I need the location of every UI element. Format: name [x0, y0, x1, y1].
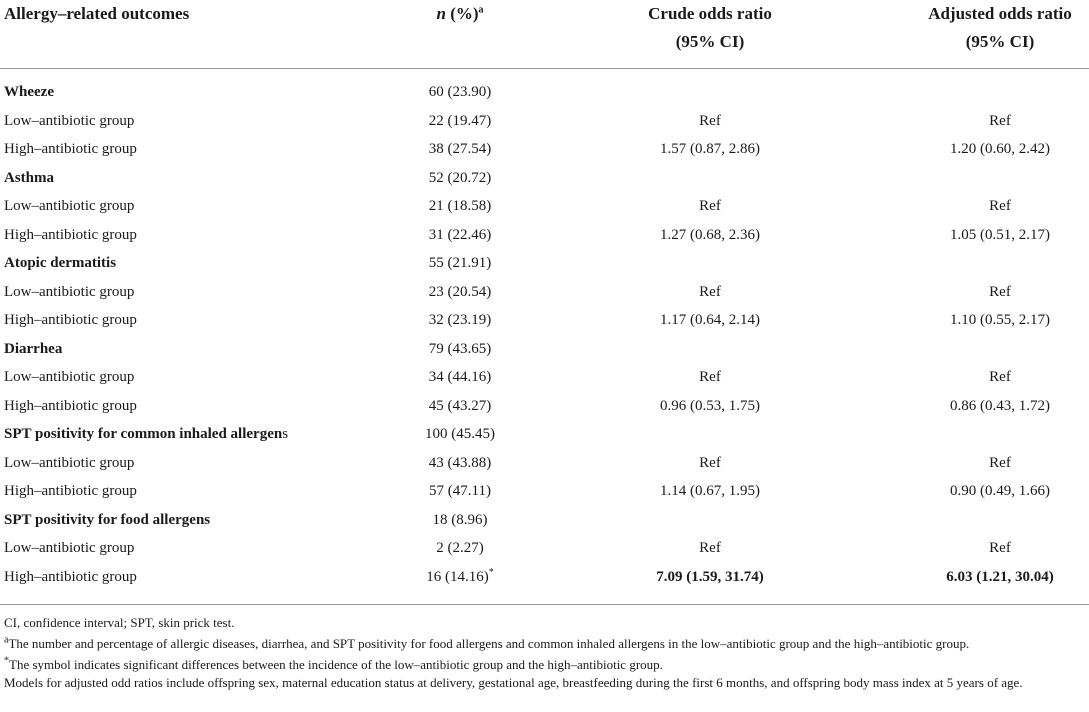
- row-crude-or: 1.14 (0.67, 1.95): [660, 483, 760, 499]
- row-label: Atopic dermatitis: [4, 255, 117, 271]
- footnote-a: [4, 633, 1087, 654]
- header-n-rest: (%): [445, 4, 479, 23]
- row-adjusted-or: Ref: [989, 369, 1011, 385]
- row-n: 31 (22.46): [428, 226, 492, 243]
- row-crude-or: 1.27 (0.68, 2.36): [660, 226, 760, 243]
- row-crude-or: 7.09 (1.59, 31.74): [656, 568, 764, 585]
- row-crude-or: 1.17 (0.64, 2.14): [660, 312, 760, 328]
- table-row: [0, 107, 1089, 135]
- row-label-bold: SPT positivity for common inhaled allergen: [4, 426, 283, 442]
- table-row: [0, 78, 1089, 106]
- row-n: 2 (2.27): [436, 540, 484, 556]
- row-crude-or: Ref: [699, 283, 721, 300]
- table-row: [0, 278, 1089, 306]
- row-adjusted-or: 6.03 (1.21, 30.04): [946, 568, 1054, 585]
- table-row: [0, 135, 1089, 163]
- table-row: [0, 335, 1089, 363]
- table-row: [0, 477, 1089, 505]
- header-outcome: Allergy–related outcomes: [4, 4, 190, 23]
- header-crude-line2: (95% CI): [675, 32, 745, 51]
- row-label: High–antibiotic group: [4, 568, 137, 585]
- header-adjusted-line1: Adjusted odds ratio: [928, 4, 1072, 23]
- row-crude-or: 0.96 (0.53, 1.75): [660, 397, 760, 414]
- row-label: Low–antibiotic group: [4, 283, 135, 300]
- row-crude-or: Ref: [699, 112, 721, 129]
- table-row: [0, 420, 1089, 448]
- footnote-star-sup: *: [4, 655, 9, 667]
- row-adjusted-or: Ref: [989, 283, 1011, 300]
- row-label: Wheeze: [4, 84, 54, 100]
- row-adjusted-or: 0.86 (0.43, 1.72): [950, 397, 1050, 414]
- header-n-italic: n: [436, 4, 446, 23]
- row-adjusted-or: Ref: [989, 540, 1011, 556]
- row-n: 32 (23.19): [428, 312, 492, 328]
- table-row: [0, 192, 1089, 220]
- row-n: 79 (43.65): [428, 340, 492, 357]
- table-row: [0, 563, 1089, 591]
- footnote-models: Models for adjusted odd ratios include offspring sex, maternal education status at delivery, gestational age, breastfeeding during the first 6 months, and offspring body mass index at 5 years of age.: [4, 675, 1023, 690]
- row-n: [380, 563, 540, 591]
- footnote-abbreviations: CI, confidence interval; SPT, skin prick test.: [4, 615, 235, 630]
- table-row: [0, 221, 1089, 249]
- row-label: High–antibiotic group: [4, 141, 137, 157]
- row-n-value: 16 (14.16): [426, 568, 489, 585]
- row-label: [4, 420, 288, 448]
- row-crude-or: Ref: [699, 454, 721, 471]
- table-row: [0, 306, 1089, 334]
- row-label: Low–antibiotic group: [4, 112, 135, 129]
- table-row: [0, 249, 1089, 277]
- header-divider: [0, 68, 1089, 69]
- row-label: Low–antibiotic group: [4, 540, 135, 556]
- row-n: 22 (19.47): [428, 112, 492, 129]
- header-crude-line1: Crude odds ratio: [648, 4, 772, 23]
- row-adjusted-or: Ref: [989, 112, 1011, 129]
- significance-marker: *: [488, 566, 494, 578]
- table-row: [0, 363, 1089, 391]
- header-adjusted-line2: (95% CI): [965, 32, 1035, 51]
- row-adjusted-or: 1.20 (0.60, 2.42): [950, 141, 1050, 157]
- row-label: Low–antibiotic group: [4, 454, 135, 471]
- row-n: 38 (27.54): [428, 141, 492, 157]
- row-adjusted-or: Ref: [989, 454, 1011, 471]
- row-label: Asthma: [4, 169, 55, 186]
- table-row: [0, 392, 1089, 420]
- row-label: Diarrhea: [4, 340, 63, 357]
- row-n: 18 (8.96): [432, 511, 488, 528]
- header-n-sup: a: [478, 4, 484, 16]
- row-label: Low–antibiotic group: [4, 369, 135, 385]
- row-n: 100 (45.45): [425, 426, 495, 442]
- row-n: 60 (23.90): [428, 84, 492, 100]
- row-label: High–antibiotic group: [4, 483, 137, 499]
- row-label-tail: s: [282, 426, 289, 442]
- table-row: [0, 506, 1089, 534]
- row-n: 34 (44.16): [428, 369, 492, 385]
- row-n: 45 (43.27): [428, 397, 492, 414]
- row-n: 52 (20.72): [428, 169, 492, 186]
- row-adjusted-or: 0.90 (0.49, 1.66): [950, 483, 1050, 499]
- table-row: [0, 164, 1089, 192]
- row-adjusted-or: Ref: [989, 198, 1011, 214]
- row-n: 23 (20.54): [428, 283, 492, 300]
- header-n: [380, 0, 540, 28]
- row-label: High–antibiotic group: [4, 397, 137, 414]
- row-label: SPT positivity for food allergens: [4, 511, 211, 528]
- row-label: Low–antibiotic group: [4, 198, 135, 214]
- footnote-a-text: The number and percentage of allergic diseases, diarrhea, and SPT positivity for food allergens and common inhaled allergens in the low–antibiotic group and the high–antibiotic group.: [8, 636, 970, 651]
- table-bottom-divider: [0, 604, 1089, 605]
- row-n: 21 (18.58): [428, 198, 492, 214]
- table-row: [0, 534, 1089, 562]
- row-n: 55 (21.91): [428, 255, 492, 271]
- row-crude-or: 1.57 (0.87, 2.86): [660, 141, 760, 157]
- row-crude-or: Ref: [699, 540, 721, 556]
- footnote-star-text: The symbol indicates significant differences between the incidence of the low–antibiotic group and the high–antibiotic group.: [9, 657, 663, 672]
- row-n: 57 (47.11): [429, 483, 491, 499]
- row-label: High–antibiotic group: [4, 226, 137, 243]
- row-crude-or: Ref: [699, 369, 721, 385]
- row-n: 43 (43.88): [428, 454, 492, 471]
- row-crude-or: Ref: [699, 198, 721, 214]
- row-adjusted-or: 1.05 (0.51, 2.17): [950, 226, 1050, 243]
- table-row: [0, 449, 1089, 477]
- row-adjusted-or: 1.10 (0.55, 2.17): [950, 312, 1050, 328]
- row-label: High–antibiotic group: [4, 312, 137, 328]
- footnote-a-sup: a: [4, 634, 9, 646]
